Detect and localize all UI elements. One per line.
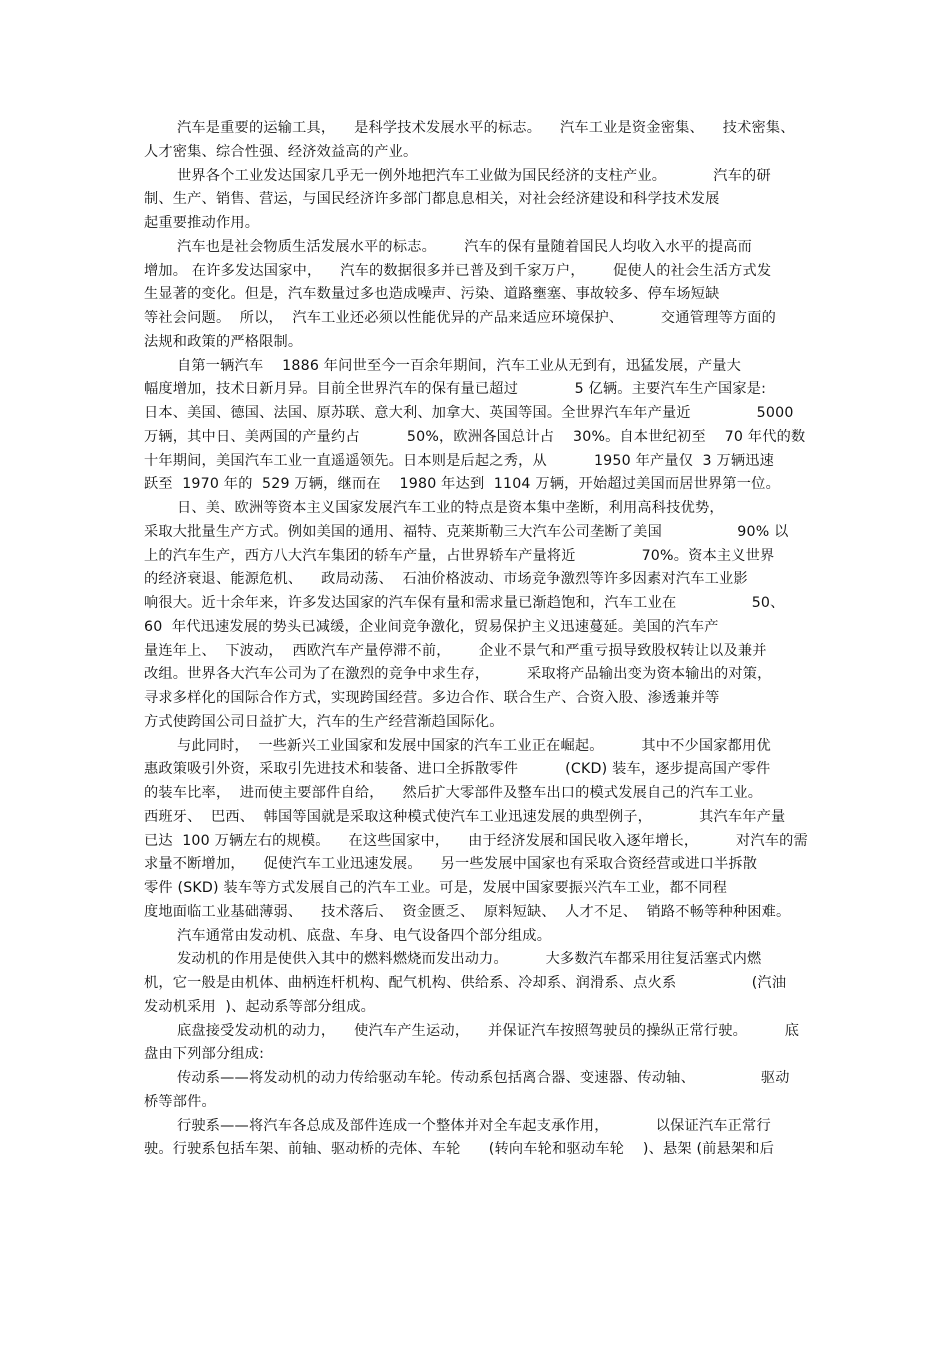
- paragraph-line: 机，它一般是由机体、曲柄连杆机构、配气机构、供给系、冷却系、润滑系、点火系 (汽油: [144, 975, 787, 991]
- paragraph-first-line: 底盘接受发动机的动力， 使汽车产生运动， 并保证汽车按照驾驶员的操纵正常行驶。 底: [177, 1022, 800, 1039]
- paragraph-line: 响很大。近十余年来，许多发达国家的汽车保有量和需求量已渐趋饱和，汽车工业在 50、: [144, 595, 785, 611]
- paragraph-first-line: 汽车通常由发动机、底盘、车身、电气设备四个部分组成。: [177, 927, 552, 944]
- paragraph-line: 等社会问题。 所以， 汽车工业还必须以性能优异的产品来适应环境保护、 交通管理等方面的: [144, 310, 777, 326]
- paragraph-line: 西班牙、 巴西、 韩国等国就是采取这种模式使汽车工业迅速发展的典型例子， 其汽车年产量: [144, 808, 786, 825]
- paragraph-line: 度地面临工业基础薄弱、 技术落后、 资金匮乏、 原料短缺、 人才不足、 销路不畅等种种困难。: [144, 903, 791, 920]
- paragraph-line: 十年期间，美国汽车工业一直遥遥领先。日本则是后起之秀，从 1950 年产量仅 3 万辆迅速: [144, 452, 775, 469]
- paragraph-line: 桥等部件。: [144, 1093, 216, 1110]
- paragraph-first-line: 自第一辆汽车 1886 年问世至今一百余年期间，汽车工业从无到有，迅猛发展，产量大: [177, 357, 742, 374]
- paragraph-line: 惠政策吸引外资，采取引先进技术和装备、进口全拆散零件 (CKD) 装车，逐步提高国产零件: [144, 761, 771, 778]
- paragraph-line: 万辆，其中日、美两国的产量约占 50%，欧洲各国总计占 30%。自本世纪初至 70 年代的数: [144, 428, 806, 445]
- paragraph-line: 零件 (SKD) 装车等方式发展自己的汽车工业。可是，发展中国家要振兴汽车工业，都不同程: [144, 880, 728, 896]
- paragraph-line: 人才密集、综合性强、经济效益高的产业。: [144, 143, 418, 160]
- paragraph-first-line: 发动机的作用是使供入其中的燃料燃烧而发出动力。 大多数汽车都采用往复活塞式内燃: [177, 951, 762, 968]
- paragraph-line: 求量不断增加， 促使汽车工业迅速发展。 另一些发展中国家也有采取合资经营或进口半拆散: [144, 856, 758, 873]
- paragraph-line: 驶。行驶系包括车架、前轴、驱动桥的壳体、车轮 (转向车轮和驱动车轮 )、悬架 (前悬架和后: [144, 1141, 775, 1158]
- paragraph-line: 法规和政策的严格限制。: [144, 333, 303, 350]
- paragraph-line: 生显著的变化。但是，汽车数量过多也造成噪声、污染、道路壅塞、事故较多、停车场短缺: [144, 286, 720, 303]
- paragraph-line: 方式使跨国公司日益扩大，汽车的生产经营渐趋国际化。: [144, 713, 504, 730]
- paragraph-line: 制、生产、销售、营运，与国民经济许多部门都息息相关，对社会经济建设和科学技术发展: [144, 191, 720, 208]
- paragraph-line: 日本、美国、德国、法国、原苏联、意大利、加拿大、英国等国。全世界汽车年产量近 5000: [144, 405, 794, 421]
- paragraph-first-line: 日、美、欧洲等资本主义国家发展汽车工业的特点是资本集中垄断，利用高科技优势，: [177, 500, 724, 516]
- paragraph-line: 盘由下列部分组成:: [144, 1046, 265, 1063]
- paragraph-line: 的经济衰退、能源危机、 政局动荡、 石油价格波动、市场竞争激烈等许多因素对汽车工业影: [144, 571, 748, 588]
- paragraph-first-line: 行驶系——将汽车各总成及部件连成一个整体并对全车起支承作用， 以保证汽车正常行: [177, 1117, 771, 1134]
- paragraph-first-line: 汽车也是社会物质生活发展水平的标志。 汽车的保有量随着国民人均收入水平的提高而: [177, 238, 752, 255]
- paragraph-first-line: 汽车是重要的运输工具， 是科学技术发展水平的标志。 汽车工业是资金密集、 技术密集、: [177, 120, 795, 136]
- paragraph-first-line: 与此同时， 一些新兴工业国家和发展中国家的汽车工业正在崛起。 其中不少国家都用优: [177, 737, 771, 754]
- paragraph-line: 跃至 1970 年的 529 万辆，继而在 1980 年达到 1104 万辆，开始超过美国而居世界第一位。: [144, 476, 780, 493]
- paragraph-line: 采取大批量生产方式。例如美国的通用、福特、克莱斯勒三大汽车公司垄断了美国 90% 以: [144, 523, 789, 540]
- paragraph-line: 已达 100 万辆左右的规模。 在这些国家中， 由于经济发展和国民收入逐年增长， 对汽车的需: [144, 832, 808, 849]
- paragraph-line: 上的汽车生产，西方八大汽车集团的轿车产量，占世界轿车产量将近 70%。资本主义世界: [144, 547, 775, 564]
- paragraph-line: 增加。 在许多发达国家中， 汽车的数据很多并已普及到千家万户， 促使人的社会生活方式发: [144, 262, 772, 279]
- paragraph-line: 寻求多样化的国际合作方式，实现跨国经营。多边合作、联合生产、合资入股、渗透兼并等: [144, 690, 720, 706]
- paragraph-first-line: 世界各个工业发达国家几乎无一例外地把汽车工业做为国民经济的支柱产业。 汽车的研: [177, 167, 771, 184]
- paragraph-line: 改组。世界各大汽车公司为了在激烈的竞争中求生存， 采取将产品输出变为资本输出的对策，: [144, 666, 772, 683]
- paragraph-first-line: 传动系——将发动机的动力传给驱动车轮。传动系包括离合器、变速器、传动轴、 驱动: [177, 1070, 790, 1086]
- paragraph-line: 发动机采用 )、起动系等部分组成。: [144, 998, 375, 1015]
- paragraph-line: 量连年上、 下波动， 西欧汽车产量停滞不前， 企业不景气和严重亏损导致股权转让以及兼并: [144, 642, 767, 659]
- paragraph-line: 幅度增加，技术日新月异。目前全世界汽车的保有量已超过 5 亿辆。主要汽车生产国家是:: [144, 381, 767, 398]
- paragraph-line: 起重要推动作用。: [144, 215, 260, 231]
- paragraph-line: 60 年代迅速发展的势头已减缓，企业间竞争激化，贸易保护主义迅速蔓延。美国的汽车产: [144, 618, 719, 635]
- paragraph-line: 的装车比率， 进而使主要部件自给， 然后扩大零部件及整车出口的模式发展自己的汽车工业。: [144, 785, 763, 801]
